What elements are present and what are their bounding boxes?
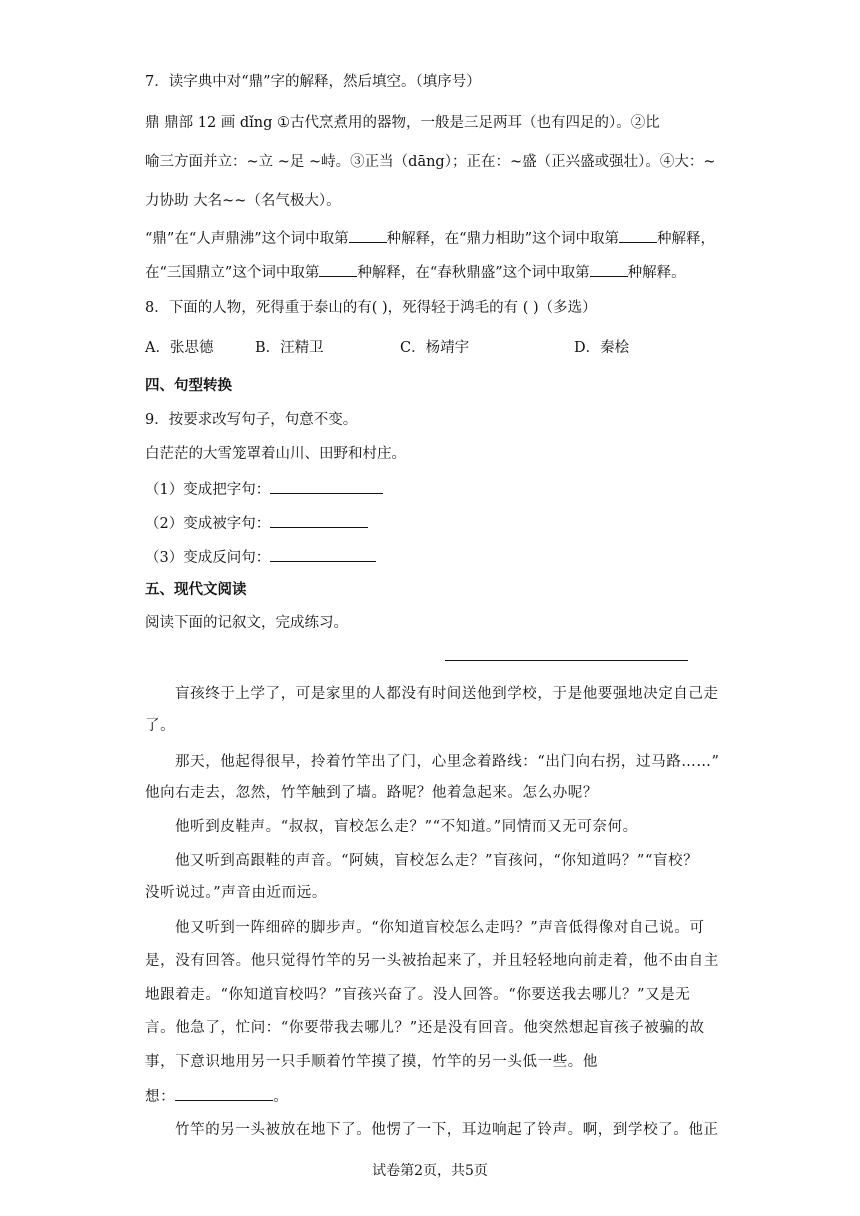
q8-option-a[interactable]: A．张思德 (145, 340, 214, 356)
q7-stem: 7．读字典中对“鼎”字的解释，然后填空。（填序号） (145, 74, 481, 90)
q7-fill-text: 种解释， (656, 231, 715, 247)
q8-option-b[interactable]: B．汪精卫 (255, 340, 324, 356)
passage-line: 地跟着走。“你知道盲校吗？”盲孩兴奋了。没人回答。“你要送我去哪儿？”又是无 (145, 987, 691, 1003)
q7-fill-text: 种解释，在“鼎力相助”这个词中取第 (386, 231, 619, 247)
passage-line: 他听到皮鞋声。“叔叔，盲校怎么走？”“不知道。”同情而又无可奈何。 (175, 819, 638, 835)
q7-fill-text: “鼎”在“人声鼎沸”这个词中取第 (145, 231, 349, 247)
q8-option-d[interactable]: D．秦桧 (574, 340, 630, 356)
q8-stem: 8．下面的人物，死得重于泰山的有( )，死得轻于鸿毛的有 ( )（多选） (145, 300, 597, 316)
answer-blank[interactable] (270, 479, 383, 494)
passage-period: 。 (273, 1089, 289, 1105)
passage-line: 竹竿的另一头被放在地下了。他愣了一下，耳边响起了铃声。啊，到学校了。他正 (175, 1122, 719, 1138)
passage-line: 他又听到一阵细碎的脚步声。“你知道盲校怎么走吗？”声音低得像对自己说。可 (175, 920, 705, 936)
q9-item-3 (145, 547, 376, 568)
answer-blank[interactable] (319, 262, 357, 277)
answer-blank[interactable] (270, 513, 368, 528)
passage-title-blank[interactable] (445, 660, 688, 661)
passage-line: 是，没有回答。他只觉得竹竿的另一头被抬起来了，并且轻轻地向前走着，他不由自主 (145, 953, 719, 969)
q9-item-label: （1）变成把字句： (145, 482, 271, 498)
q9-stem: 9．按要求改写句子，句意不变。 (145, 412, 358, 428)
answer-blank[interactable] (270, 547, 376, 562)
q9-item-2 (145, 513, 368, 534)
page-footer: 试卷第2页，共5页 (372, 1163, 488, 1179)
q9-item-label: （3）变成反问句： (145, 550, 271, 566)
q7-fill-text: 在“三国鼎立”这个词中取第 (145, 265, 320, 281)
answer-blank[interactable] (175, 1086, 273, 1101)
passage-line: 他向右走去，忽然，竹竿触到了墙。路呢？他着急起来。怎么办呢？ (145, 785, 598, 801)
q7-entry-line-3: 力协助 大名~~（名气极大）。 (145, 193, 341, 209)
q9-item-1 (145, 479, 383, 500)
q7-fill-text: 种解释，在“春秋鼎盛”这个词中取第 (357, 265, 590, 281)
section-5-instruction: 阅读下面的记叙文，完成练习。 (145, 615, 348, 631)
passage-line: 盲孩终于上学了，可是家里的人都没有时间送他到学校，于是他要强地决定自己走 (175, 686, 719, 702)
passage-line: 事，下意识地用另一只手顺着竹竿摸了摸，竹竿的另一头低一些。他 (145, 1054, 598, 1070)
passage-line: 没听说过。”声音由近而远。 (145, 885, 327, 901)
section-4-heading: 四、句型转换 (145, 377, 232, 394)
answer-blank[interactable] (619, 228, 657, 243)
q7-entry-line-1: 鼎 鼎部 12 画 dǐng ①古代烹煮用的器物，一般是三足两耳（也有四足的）。②比 (145, 115, 660, 131)
q7-fill-line-2 (145, 262, 686, 283)
q7-entry-line-2: 喻三方面并立：~立 ~足 ~峙。③正当（dāng）；正在：~盛（正兴盛或强壮）。④大：~ (145, 154, 716, 170)
q9-item-label: （2）变成被字句： (145, 516, 271, 532)
section-5-heading: 五、现代文阅读 (145, 581, 247, 598)
passage-line: 那天，他起得很早，拎着竹竿出了门，心里念着路线：“出门向右拐，过马路……” (175, 754, 720, 770)
passage-answer-line (145, 1086, 715, 1107)
answer-blank[interactable] (349, 228, 387, 243)
passage-line: 言。他急了，忙问：“你要带我去哪儿？”还是没有回音。他突然想起盲孩子被骗的故 (145, 1020, 705, 1036)
passage-line: 他又听到高跟鞋的声音。“阿姨，盲校怎么走？”盲孩问，“你知道吗？”“盲校？ (175, 853, 699, 869)
passage-line: 想： (145, 1089, 176, 1105)
q7-fill-text: 种解释。 (627, 265, 686, 281)
q8-option-c[interactable]: C．杨靖宇 (400, 340, 470, 356)
answer-blank[interactable] (590, 262, 628, 277)
q7-fill-line-1 (145, 228, 715, 249)
passage-line: 了。 (145, 718, 176, 734)
q9-sentence: 白茫茫的大雪笼罩着山川、田野和村庄。 (145, 446, 406, 462)
